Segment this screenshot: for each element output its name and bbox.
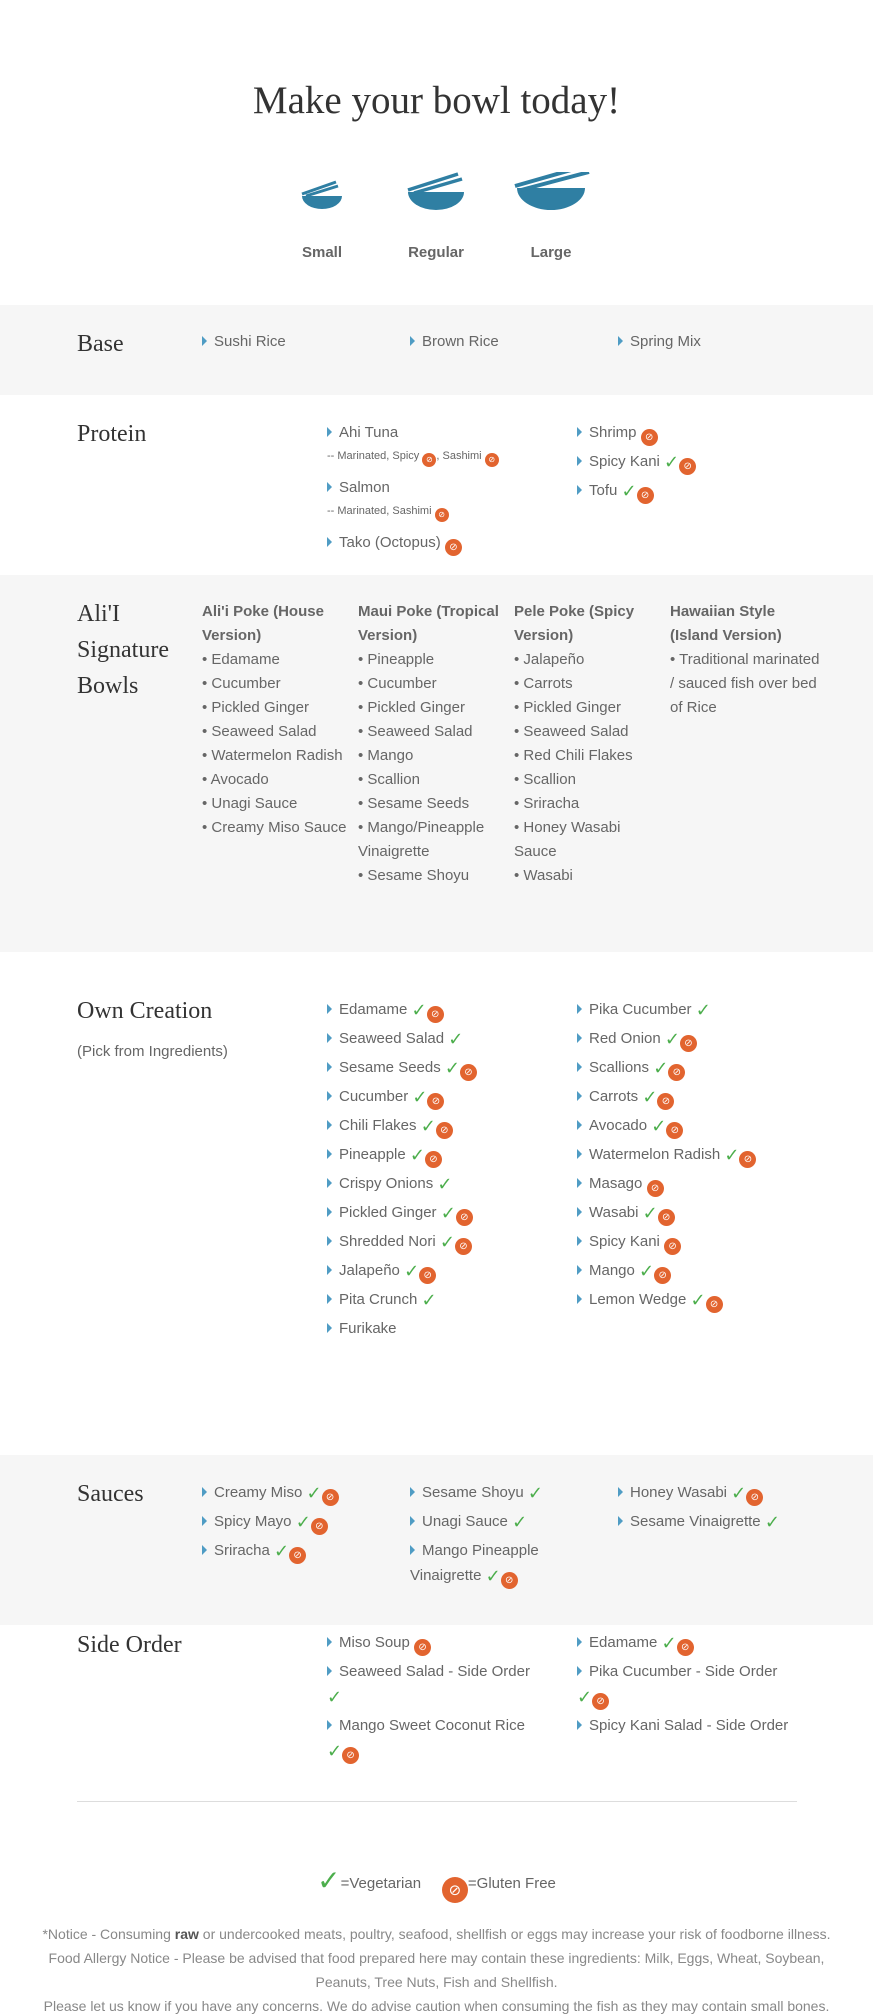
ingredient-item[interactable] bbox=[577, 1230, 681, 1255]
bowl-large-icon bbox=[501, 172, 601, 222]
arrow-icon bbox=[577, 427, 582, 437]
vegetarian-icon: ✓ bbox=[448, 1029, 464, 1050]
ingredient-name: Sesame Seeds bbox=[339, 1059, 441, 1076]
gluten-free-icon: ⊘ bbox=[668, 1064, 685, 1081]
arrow-icon bbox=[327, 427, 332, 437]
signature-bowl-ingredient: • Seaweed Salad bbox=[358, 723, 473, 740]
sauce-name: Unagi Sauce bbox=[422, 1513, 508, 1530]
vegetarian-icon: ✓ bbox=[651, 1116, 667, 1137]
arrow-icon bbox=[618, 1487, 623, 1497]
allergy-notice-cont: Peanuts, Tree Nuts, Fish and Shellfish. bbox=[315, 1974, 558, 1990]
ingredient-name: Pineapple bbox=[339, 1146, 406, 1163]
vegetarian-icon: ✓ bbox=[421, 1290, 437, 1311]
gluten-free-icon: ⊘ bbox=[592, 1693, 609, 1710]
sauce-name: Sesame Vinaigrette bbox=[630, 1513, 761, 1530]
vegetarian-icon: ✓ bbox=[642, 1203, 658, 1224]
arrow-icon bbox=[327, 1062, 332, 1072]
ingredient-item[interactable] bbox=[577, 1259, 671, 1284]
gluten-free-icon: ⊘ bbox=[746, 1489, 763, 1506]
protein-item[interactable]: Tako (Octopus) ⊘ bbox=[327, 531, 462, 556]
base-heading: Base bbox=[77, 331, 124, 357]
gluten-free-icon: ⊘ bbox=[679, 458, 696, 475]
sauce-item[interactable] bbox=[202, 1481, 339, 1506]
side-item[interactable]: Edamame ✓ ⊘ bbox=[577, 1631, 694, 1656]
vegetarian-icon: ✓ bbox=[724, 1145, 740, 1166]
arrow-icon bbox=[577, 1004, 582, 1014]
gluten-free-icon: ⊘ bbox=[455, 1238, 472, 1255]
arrow-icon bbox=[327, 1178, 332, 1188]
ingredient-item[interactable] bbox=[327, 1085, 444, 1110]
arrow-icon bbox=[327, 1236, 332, 1246]
signature-bowl-ingredient: • Cucumber bbox=[202, 675, 281, 692]
divider bbox=[77, 1801, 797, 1802]
signature-bowl-ingredient: • Unagi Sauce bbox=[202, 795, 298, 812]
ingredient-item[interactable] bbox=[327, 998, 444, 1023]
gluten-free-icon: ⊘ bbox=[460, 1064, 477, 1081]
base-item[interactable]: Brown Rice bbox=[410, 330, 499, 354]
arrow-icon bbox=[618, 336, 623, 346]
base-item[interactable]: Sushi Rice bbox=[202, 330, 286, 354]
ingredient-item[interactable] bbox=[327, 1172, 452, 1196]
signature-bowl-title[interactable] bbox=[202, 600, 352, 648]
arrow-icon bbox=[577, 1120, 582, 1130]
side-item[interactable]: Spicy Kani Salad - Side Order bbox=[577, 1714, 788, 1738]
ingredient-item[interactable] bbox=[577, 1288, 723, 1313]
size-regular-label: Regular bbox=[408, 244, 464, 261]
ingredient-item[interactable] bbox=[327, 1056, 477, 1081]
signature-bowl-ingredient: • Seaweed Salad bbox=[202, 723, 317, 740]
vegetarian-icon: ✓ bbox=[327, 1687, 343, 1708]
vegetarian-icon: ✓ bbox=[577, 1687, 593, 1708]
gluten-free-icon: ⊘ bbox=[485, 453, 499, 467]
vegetarian-icon: ✓ bbox=[327, 1741, 343, 1762]
signature-bowl-ingredient: • Traditional marinated / sauced fish over bed of Rice bbox=[670, 651, 820, 716]
signature-bowl-title[interactable] bbox=[358, 600, 508, 648]
gluten-free-icon: ⊘ bbox=[419, 1267, 436, 1284]
vegetarian-icon: ✓ bbox=[437, 1174, 453, 1195]
arrow-icon bbox=[410, 1545, 415, 1555]
sauce-name: Honey Wasabi bbox=[630, 1484, 727, 1501]
signature-bowl bbox=[514, 600, 664, 888]
vegetarian-icon: ✓ bbox=[439, 1232, 455, 1253]
arrow-icon bbox=[577, 1178, 582, 1188]
vegetarian-icon: ✓ bbox=[295, 1512, 311, 1533]
signature-bowl-ingredient: • Mango/Pineapple Vinaigrette bbox=[358, 819, 485, 860]
ingredient-name: Crispy Onions bbox=[339, 1175, 434, 1192]
gluten-free-icon: ⊘ bbox=[425, 1151, 442, 1168]
page-title: Make your bowl today! bbox=[252, 79, 621, 122]
vegetarian-icon: ✓ bbox=[485, 1566, 501, 1587]
ingredient-name: Jalapeño bbox=[339, 1262, 400, 1279]
gluten-free-icon: ⊘ bbox=[657, 1093, 674, 1110]
gluten-free-icon: ⊘ bbox=[658, 1209, 675, 1226]
signature-bowl-ingredient: • Watermelon Radish bbox=[202, 747, 343, 764]
vegetarian-icon: ✓ bbox=[409, 1145, 425, 1166]
gluten-free-icon: ⊘ bbox=[342, 1747, 359, 1764]
vegetarian-icon: ✓ bbox=[306, 1483, 322, 1504]
arrow-icon bbox=[577, 1720, 582, 1730]
gluten-free-icon: ⊘ bbox=[322, 1489, 339, 1506]
ingredient-item[interactable] bbox=[327, 1230, 472, 1255]
signature-bowl bbox=[358, 600, 508, 888]
gluten-free-icon: ⊘ bbox=[666, 1122, 683, 1139]
arrow-icon bbox=[577, 1265, 582, 1275]
vegetarian-icon: ✓ bbox=[412, 1087, 428, 1108]
protein-item[interactable]: Salmon bbox=[327, 476, 390, 500]
ingredient-name: Avocado bbox=[589, 1117, 648, 1134]
gluten-free-icon: ⊘ bbox=[456, 1209, 473, 1226]
gluten-free-icon: ⊘ bbox=[637, 487, 654, 504]
vegetarian-icon: ✓ bbox=[642, 1087, 658, 1108]
gluten-free-icon: ⊘ bbox=[311, 1518, 328, 1535]
gluten-free-icon: ⊘ bbox=[427, 1093, 444, 1110]
ingredient-name: Carrots bbox=[589, 1088, 639, 1105]
gluten-free-icon: ⊘ bbox=[501, 1572, 518, 1589]
signature-bowl-title[interactable] bbox=[514, 600, 664, 648]
ingredient-name: Chili Flakes bbox=[339, 1117, 417, 1134]
gluten-free-icon: ⊘ bbox=[677, 1639, 694, 1656]
arrow-icon bbox=[577, 1637, 582, 1647]
arrow-icon bbox=[577, 1062, 582, 1072]
protein-item[interactable]: Tofu ✓ ⊘ bbox=[577, 479, 654, 504]
sauce-item[interactable] bbox=[202, 1539, 306, 1564]
side-item-icons bbox=[327, 1685, 342, 1709]
vegetarian-icon: ✓ bbox=[621, 481, 637, 502]
ingredient-item[interactable] bbox=[327, 1317, 397, 1341]
arrow-icon bbox=[202, 1487, 207, 1497]
gluten-free-icon: ⊘ bbox=[414, 1639, 431, 1656]
vegetarian-icon: ✓ bbox=[653, 1058, 669, 1079]
vegetarian-icon: ✓ bbox=[664, 1029, 680, 1050]
arrow-icon bbox=[202, 1545, 207, 1555]
protein-subtext: -- Marinated, Spicy ⊘ , Sashimi ⊘ bbox=[327, 450, 499, 467]
arrow-icon bbox=[327, 1207, 332, 1217]
signature-bowl-title-text: Pele Poke (Spicy Version) bbox=[514, 603, 635, 644]
arrow-icon bbox=[618, 1516, 623, 1526]
signature-bowl-ingredient: • Pickled Ginger bbox=[358, 699, 465, 716]
side-item[interactable]: Mango Sweet Coconut Rice bbox=[327, 1714, 525, 1738]
ingredient-name: Lemon Wedge bbox=[589, 1291, 687, 1308]
signature-bowl-ingredient: • Scallion bbox=[358, 771, 420, 788]
arrow-icon bbox=[577, 456, 582, 466]
ingredient-item[interactable] bbox=[577, 1143, 756, 1168]
arrow-icon bbox=[327, 1666, 332, 1676]
ingredient-item[interactable] bbox=[577, 1114, 683, 1139]
arrow-icon bbox=[327, 1149, 332, 1159]
signature-bowl-ingredient: • Honey Wasabi Sauce bbox=[514, 819, 621, 860]
signature-bowl-ingredient: • Red Chili Flakes bbox=[514, 747, 633, 764]
ingredient-name: Wasabi bbox=[589, 1204, 639, 1221]
allergy-notice: Food Allergy Notice - Please be advised that food prepared here may contain these ingredients: Milk, Eggs, Wheat, Soybean, bbox=[48, 1950, 825, 1966]
signature-bowl-ingredient: • Carrots bbox=[514, 675, 573, 692]
side-item[interactable]: Miso Soup ⊘ bbox=[327, 1631, 431, 1656]
signature-bowl-ingredient: • Creamy Miso Sauce bbox=[202, 819, 347, 836]
signature-bowl-ingredient: • Seaweed Salad bbox=[514, 723, 629, 740]
gluten-free-icon: ⊘ bbox=[442, 1877, 468, 1903]
signature-heading: Ali'I Signature Bowls bbox=[77, 601, 169, 699]
vegetarian-icon: ✓ bbox=[731, 1483, 747, 1504]
arrow-icon bbox=[410, 336, 415, 346]
own-creation-heading: Own Creation bbox=[77, 998, 213, 1024]
vegetarian-icon: ✓ bbox=[274, 1541, 290, 1562]
arrow-icon bbox=[327, 1265, 332, 1275]
gluten-free-icon: ⊘ bbox=[664, 1238, 681, 1255]
protein-item[interactable]: Spicy Kani ✓ ⊘ bbox=[577, 450, 696, 475]
ingredient-name: Spicy Kani bbox=[589, 1233, 660, 1250]
ingredient-item[interactable] bbox=[577, 1201, 675, 1226]
ingredient-name: Pickled Ginger bbox=[339, 1204, 437, 1221]
vegetarian-icon: ✓ bbox=[639, 1261, 655, 1282]
arrow-icon bbox=[577, 1207, 582, 1217]
vegetarian-icon: ✓ bbox=[512, 1512, 528, 1533]
ingredient-item[interactable] bbox=[327, 1288, 437, 1312]
arrow-icon bbox=[327, 1004, 332, 1014]
vegetarian-icon: ✓ bbox=[764, 1512, 780, 1533]
ingredient-name: Red Onion bbox=[589, 1030, 661, 1047]
arrow-icon bbox=[327, 1637, 332, 1647]
sauce-name: Mango Pineapple bbox=[422, 1542, 539, 1559]
gluten-free-icon: ⊘ bbox=[654, 1267, 671, 1284]
signature-bowl-ingredient: • Avocado bbox=[202, 771, 269, 788]
signature-bowl-ingredient: • Sesame Seeds bbox=[358, 795, 470, 812]
ingredient-item[interactable] bbox=[327, 1143, 442, 1168]
gluten-free-icon: ⊘ bbox=[422, 453, 436, 467]
signature-bowl-title-text: Ali'i Poke (House Version) bbox=[202, 603, 324, 644]
ingredient-item[interactable] bbox=[327, 1114, 453, 1139]
protein-item[interactable]: Shrimp ⊘ bbox=[577, 421, 658, 446]
legend: ✓=Vegetarian ⊘ =Gluten Free bbox=[0, 1872, 873, 1903]
gluten-free-icon: ⊘ bbox=[641, 429, 658, 446]
arrow-icon bbox=[410, 1516, 415, 1526]
sauce-name: Sriracha bbox=[214, 1542, 270, 1559]
signature-bowl-ingredient: • Sesame Shoyu bbox=[358, 867, 470, 884]
size-small-option[interactable] bbox=[272, 172, 372, 261]
bones-notice: Please let us know if you have any concerns. We do advise caution when consuming the fish as they may contain small bones. bbox=[43, 1998, 830, 2014]
arrow-icon bbox=[577, 1294, 582, 1304]
size-large-option[interactable] bbox=[501, 172, 601, 261]
signature-bowl-ingredient: • Jalapeño bbox=[514, 651, 585, 668]
gluten-free-icon: ⊘ bbox=[289, 1547, 306, 1564]
arrow-icon bbox=[202, 1516, 207, 1526]
signature-bowl-ingredient: • Scallion bbox=[514, 771, 576, 788]
vegetarian-icon: ✓ bbox=[317, 1864, 341, 1897]
arrow-icon bbox=[577, 1666, 582, 1676]
size-large-label: Large bbox=[530, 244, 572, 261]
ingredient-item[interactable] bbox=[327, 1259, 436, 1284]
signature-bowl-ingredient: • Wasabi bbox=[514, 867, 573, 884]
sauce-item[interactable] bbox=[410, 1481, 543, 1505]
signature-bowl bbox=[670, 600, 820, 720]
side-item-icons bbox=[577, 1685, 609, 1710]
sauce-item[interactable] bbox=[618, 1481, 763, 1506]
vegetarian-icon: ✓ bbox=[661, 1633, 677, 1654]
arrow-icon bbox=[327, 537, 332, 547]
ingredient-item[interactable] bbox=[577, 998, 711, 1022]
ingredient-name: Masago bbox=[589, 1175, 643, 1192]
ingredient-item[interactable] bbox=[577, 1027, 697, 1052]
arrow-icon bbox=[327, 1323, 332, 1333]
bowl-small-icon bbox=[272, 172, 372, 222]
arrow-icon bbox=[577, 485, 582, 495]
vegetarian-icon: ✓ bbox=[444, 1058, 460, 1079]
arrow-icon bbox=[327, 1720, 332, 1730]
arrow-icon bbox=[577, 1033, 582, 1043]
gluten-free-icon: ⊘ bbox=[680, 1035, 697, 1052]
arrow-icon bbox=[327, 1091, 332, 1101]
size-regular-option[interactable] bbox=[386, 172, 486, 261]
ingredient-name: Scallions bbox=[589, 1059, 650, 1076]
ingredient-item[interactable] bbox=[327, 1027, 463, 1051]
signature-bowl-title[interactable] bbox=[670, 600, 820, 648]
own-creation-subheading: (Pick from Ingredients) bbox=[77, 1043, 228, 1060]
sauce-name: Creamy Miso bbox=[214, 1484, 303, 1501]
signature-bowl bbox=[202, 600, 352, 840]
arrow-icon bbox=[202, 336, 207, 346]
arrow-icon bbox=[577, 1149, 582, 1159]
gluten-free-icon: ⊘ bbox=[706, 1296, 723, 1313]
arrow-icon bbox=[327, 482, 332, 492]
ingredient-name: Mango bbox=[589, 1262, 635, 1279]
ingredient-name: Seaweed Salad bbox=[339, 1030, 445, 1047]
signature-bowl-ingredient: • Pineapple bbox=[358, 651, 435, 668]
vegetarian-icon: ✓ bbox=[527, 1483, 543, 1504]
vegetarian-icon: ✓ bbox=[420, 1116, 436, 1137]
vegetarian-icon: ✓ bbox=[404, 1261, 420, 1282]
signature-bowl-ingredient: • Cucumber bbox=[358, 675, 437, 692]
arrow-icon bbox=[410, 1487, 415, 1497]
size-small-label: Small bbox=[301, 244, 343, 261]
signature-bowl-ingredient: • Edamame bbox=[202, 651, 280, 668]
sauce-name: Sesame Shoyu bbox=[422, 1484, 524, 1501]
sauce-item[interactable] bbox=[410, 1510, 527, 1534]
signature-bowl-title-text: Maui Poke (Tropical Version) bbox=[358, 603, 499, 644]
ingredient-name: Watermelon Radish bbox=[589, 1146, 721, 1163]
sauce-item-line2: Vinaigrette ✓ ⊘ bbox=[410, 1564, 518, 1589]
sauce-item[interactable] bbox=[410, 1539, 539, 1563]
ingredient-name: Edamame bbox=[339, 1001, 408, 1018]
protein-subtext: -- Marinated, Sashimi ⊘ bbox=[327, 505, 449, 522]
signature-bowl-ingredient: • Pickled Ginger bbox=[202, 699, 309, 716]
gluten-free-icon: ⊘ bbox=[427, 1006, 444, 1023]
protein-heading: Protein bbox=[77, 421, 147, 447]
base-item[interactable]: Spring Mix bbox=[618, 330, 701, 354]
arrow-icon bbox=[577, 1091, 582, 1101]
gluten-free-icon: ⊘ bbox=[647, 1180, 664, 1197]
gluten-free-icon: ⊘ bbox=[435, 508, 449, 522]
side-item[interactable]: Pika Cucumber - Side Order bbox=[577, 1660, 777, 1684]
arrow-icon bbox=[327, 1033, 332, 1043]
gluten-free-icon: ⊘ bbox=[436, 1122, 453, 1139]
ingredient-item[interactable] bbox=[327, 1201, 473, 1226]
signature-bowl-ingredient: • Mango bbox=[358, 747, 414, 764]
protein-item[interactable]: Ahi Tuna bbox=[327, 421, 398, 445]
signature-bowl-ingredient: • Sriracha bbox=[514, 795, 580, 812]
vegetarian-icon: ✓ bbox=[411, 1000, 427, 1021]
ingredient-name: Pita Crunch bbox=[339, 1291, 418, 1308]
signature-bowl-ingredient: • Pickled Ginger bbox=[514, 699, 621, 716]
raw-food-notice: *Notice - Consuming raw or undercooked meats, poultry, seafood, shellfish or eggs may increase your risk of foodborne illness. bbox=[42, 1926, 831, 1942]
gluten-free-icon: ⊘ bbox=[739, 1151, 756, 1168]
sauce-item[interactable] bbox=[202, 1510, 328, 1535]
ingredient-name: Furikake bbox=[339, 1320, 397, 1337]
gluten-free-icon: ⊘ bbox=[445, 539, 462, 556]
vegetarian-icon: ✓ bbox=[695, 1000, 711, 1021]
side-order-heading: Side Order bbox=[77, 1632, 182, 1658]
sauces-heading: Sauces bbox=[77, 1481, 144, 1507]
side-item[interactable]: Seaweed Salad - Side Order bbox=[327, 1660, 530, 1684]
side-item-icons bbox=[327, 1739, 359, 1764]
arrow-icon bbox=[327, 1120, 332, 1130]
sauce-name: Spicy Mayo bbox=[214, 1513, 292, 1530]
signature-bowl-title-text: Hawaiian Style (Island Version) bbox=[670, 603, 782, 644]
bowl-regular-icon bbox=[386, 172, 486, 222]
ingredient-item[interactable] bbox=[577, 1172, 664, 1197]
vegetarian-icon: ✓ bbox=[690, 1290, 706, 1311]
arrow-icon bbox=[577, 1236, 582, 1246]
ingredient-item[interactable] bbox=[577, 1056, 685, 1081]
sauce-item[interactable] bbox=[618, 1510, 780, 1534]
vegetarian-icon: ✓ bbox=[664, 452, 680, 473]
ingredient-name: Shredded Nori bbox=[339, 1233, 436, 1250]
ingredient-item[interactable] bbox=[577, 1085, 674, 1110]
arrow-icon bbox=[327, 1294, 332, 1304]
ingredient-name: Pika Cucumber bbox=[589, 1001, 692, 1018]
ingredient-name: Cucumber bbox=[339, 1088, 409, 1105]
vegetarian-icon: ✓ bbox=[440, 1203, 456, 1224]
